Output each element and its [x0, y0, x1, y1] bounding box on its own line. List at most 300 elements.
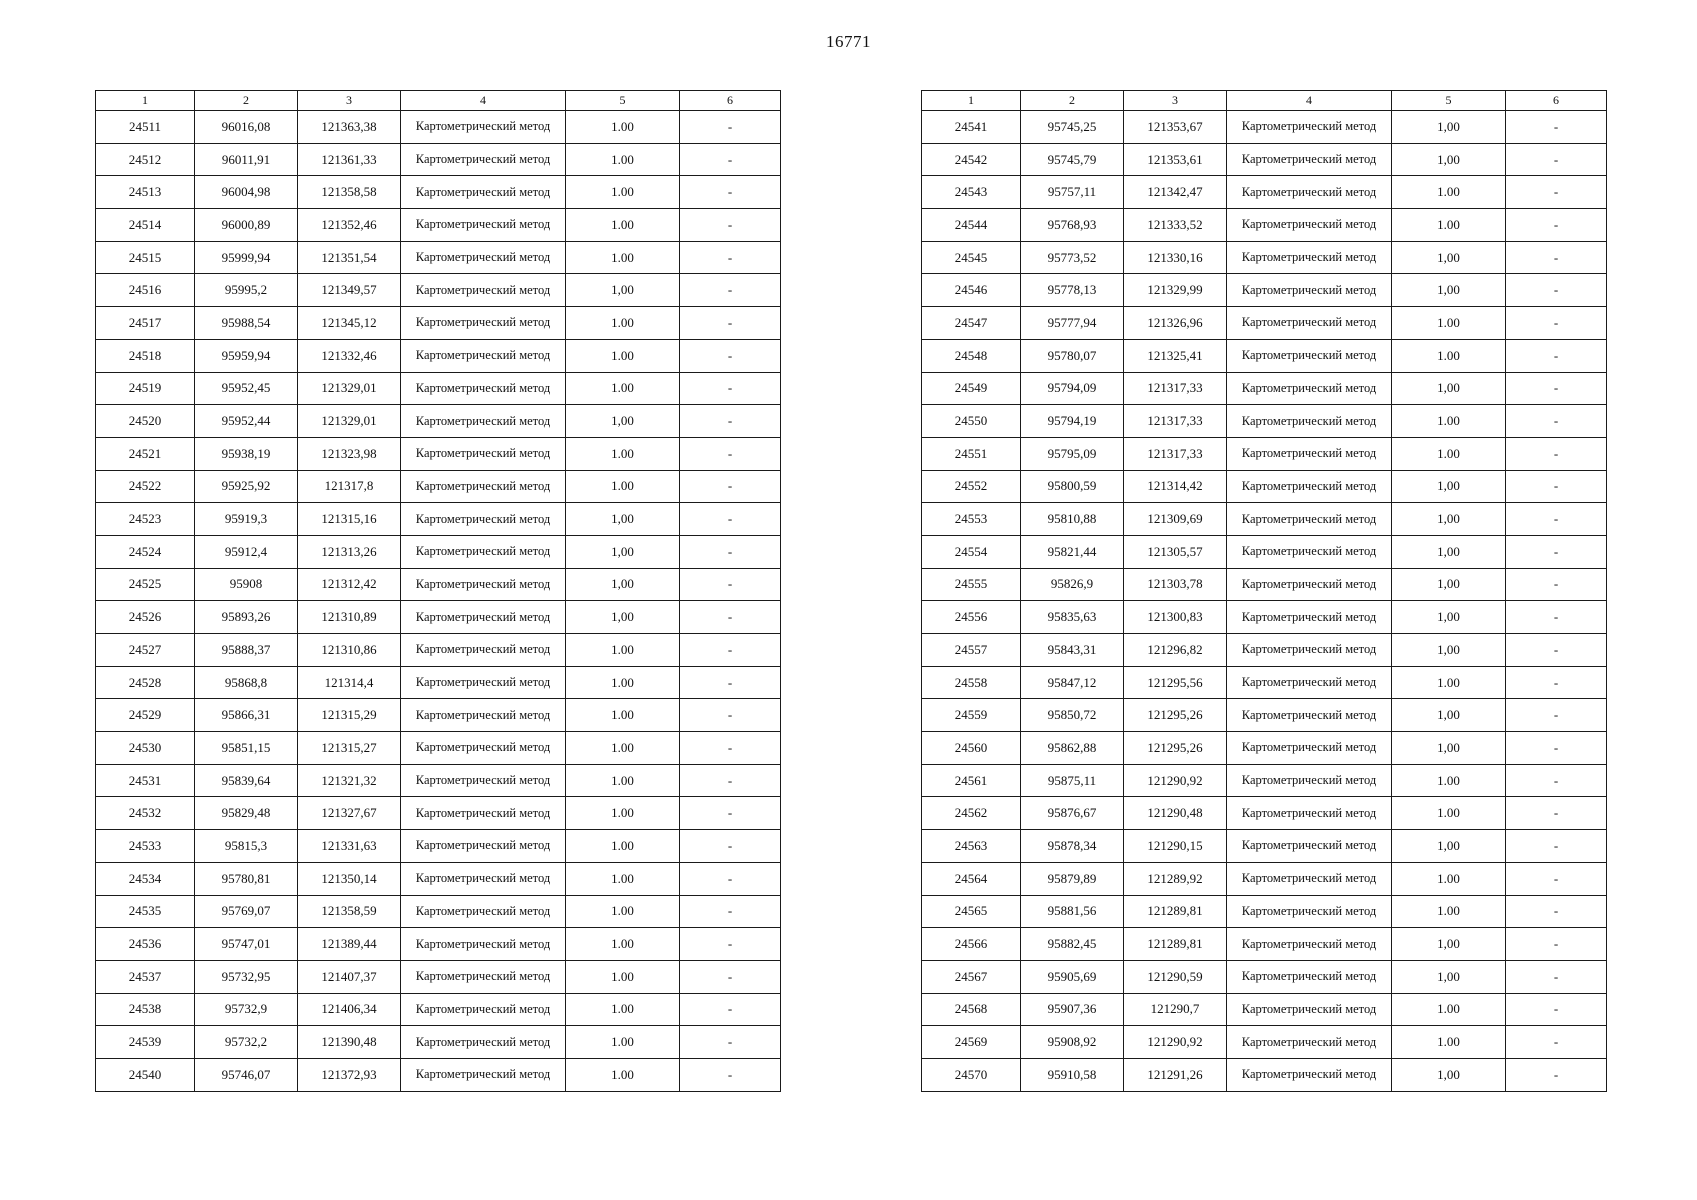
x-coordinate-cell: 95905,69 [1021, 960, 1124, 993]
point-number-cell: 24566 [922, 928, 1021, 961]
note-cell: - [680, 307, 781, 340]
table-row [96, 993, 781, 1026]
note-cell: - [680, 241, 781, 274]
table-row [922, 209, 1607, 242]
x-coordinate-cell: 95732,95 [195, 960, 298, 993]
point-number-cell: 24538 [96, 993, 195, 1026]
table-row [96, 666, 781, 699]
point-number-cell: 24563 [922, 830, 1021, 863]
table-row [96, 209, 781, 242]
column-header: 3 [298, 91, 401, 111]
x-coordinate-cell: 95815,3 [195, 830, 298, 863]
y-coordinate-cell: 121296,82 [1124, 634, 1227, 667]
table-row [922, 797, 1607, 830]
x-coordinate-cell: 96016,08 [195, 111, 298, 144]
note-cell: - [1506, 241, 1607, 274]
method-cell: Картометрический метод [1227, 960, 1392, 993]
accuracy-cell: 1,00 [1392, 568, 1506, 601]
method-cell: Картометрический метод [401, 437, 566, 470]
y-coordinate-cell: 121315,29 [298, 699, 401, 732]
x-coordinate-cell: 95866,31 [195, 699, 298, 732]
x-coordinate-cell: 95847,12 [1021, 666, 1124, 699]
y-coordinate-cell: 121345,12 [298, 307, 401, 340]
y-coordinate-cell: 121351,54 [298, 241, 401, 274]
table-row [922, 568, 1607, 601]
column-header: 3 [1124, 91, 1227, 111]
table-row [922, 143, 1607, 176]
note-cell: - [680, 568, 781, 601]
note-cell: - [680, 372, 781, 405]
table-row [96, 732, 781, 765]
x-coordinate-cell: 95757,11 [1021, 176, 1124, 209]
y-coordinate-cell: 121372,93 [298, 1058, 401, 1091]
accuracy-cell: 1.00 [566, 634, 680, 667]
y-coordinate-cell: 121406,34 [298, 993, 401, 1026]
accuracy-cell: 1,00 [1392, 274, 1506, 307]
accuracy-cell: 1,00 [1392, 634, 1506, 667]
x-coordinate-cell: 95910,58 [1021, 1058, 1124, 1091]
note-cell: - [1506, 1026, 1607, 1059]
y-coordinate-cell: 121317,33 [1124, 372, 1227, 405]
y-coordinate-cell: 121363,38 [298, 111, 401, 144]
note-cell: - [680, 111, 781, 144]
column-header: 2 [195, 91, 298, 111]
accuracy-cell: 1.00 [1392, 1026, 1506, 1059]
x-coordinate-cell: 95875,11 [1021, 764, 1124, 797]
accuracy-cell: 1.00 [566, 209, 680, 242]
point-number-cell: 24527 [96, 634, 195, 667]
accuracy-cell: 1.00 [566, 1026, 680, 1059]
note-cell: - [680, 339, 781, 372]
note-cell: - [1506, 209, 1607, 242]
note-cell: - [1506, 634, 1607, 667]
point-number-cell: 24570 [922, 1058, 1021, 1091]
point-number-cell: 24529 [96, 699, 195, 732]
method-cell: Картометрический метод [1227, 437, 1392, 470]
accuracy-cell: 1.00 [1392, 895, 1506, 928]
note-cell: - [1506, 568, 1607, 601]
method-cell: Картометрический метод [1227, 895, 1392, 928]
point-number-cell: 24562 [922, 797, 1021, 830]
table-row [922, 470, 1607, 503]
method-cell: Картометрический метод [401, 960, 566, 993]
accuracy-cell: 1.00 [566, 797, 680, 830]
method-cell: Картометрический метод [401, 274, 566, 307]
method-cell: Картометрический метод [401, 372, 566, 405]
table-header-row [96, 91, 781, 111]
accuracy-cell: 1.00 [1392, 764, 1506, 797]
y-coordinate-cell: 121390,48 [298, 1026, 401, 1059]
table-row [922, 764, 1607, 797]
y-coordinate-cell: 121329,01 [298, 405, 401, 438]
point-number-cell: 24532 [96, 797, 195, 830]
method-cell: Картометрический метод [1227, 634, 1392, 667]
y-coordinate-cell: 121291,26 [1124, 1058, 1227, 1091]
table-row [922, 437, 1607, 470]
table-row [96, 405, 781, 438]
x-coordinate-cell: 95810,88 [1021, 503, 1124, 536]
accuracy-cell: 1.00 [1392, 862, 1506, 895]
accuracy-cell: 1.00 [1392, 437, 1506, 470]
table-row [96, 862, 781, 895]
table-row [922, 862, 1607, 895]
method-cell: Картометрический метод [1227, 241, 1392, 274]
x-coordinate-cell: 95746,07 [195, 1058, 298, 1091]
table-row [96, 960, 781, 993]
y-coordinate-cell: 121315,16 [298, 503, 401, 536]
table-row [922, 601, 1607, 634]
method-cell: Картометрический метод [401, 568, 566, 601]
point-number-cell: 24567 [922, 960, 1021, 993]
x-coordinate-cell: 95868,8 [195, 666, 298, 699]
table-row [96, 372, 781, 405]
method-cell: Картометрический метод [1227, 993, 1392, 1026]
method-cell: Картометрический метод [1227, 274, 1392, 307]
note-cell: - [1506, 1058, 1607, 1091]
y-coordinate-cell: 121290,59 [1124, 960, 1227, 993]
method-cell: Картометрический метод [401, 307, 566, 340]
x-coordinate-cell: 95999,94 [195, 241, 298, 274]
y-coordinate-cell: 121325,41 [1124, 339, 1227, 372]
y-coordinate-cell: 121407,37 [298, 960, 401, 993]
note-cell: - [1506, 307, 1607, 340]
point-number-cell: 24533 [96, 830, 195, 863]
table-row [922, 111, 1607, 144]
note-cell: - [1506, 143, 1607, 176]
point-number-cell: 24542 [922, 143, 1021, 176]
accuracy-cell: 1.00 [566, 241, 680, 274]
accuracy-cell: 1.00 [1392, 405, 1506, 438]
point-number-cell: 24534 [96, 862, 195, 895]
table-row [96, 928, 781, 961]
table-row [922, 666, 1607, 699]
accuracy-cell: 1.00 [566, 339, 680, 372]
x-coordinate-cell: 95912,4 [195, 535, 298, 568]
accuracy-cell: 1,00 [1392, 503, 1506, 536]
x-coordinate-cell: 95851,15 [195, 732, 298, 765]
x-coordinate-cell: 95800,59 [1021, 470, 1124, 503]
table-row [922, 732, 1607, 765]
x-coordinate-cell: 95882,45 [1021, 928, 1124, 961]
method-cell: Картометрический метод [1227, 372, 1392, 405]
method-cell: Картометрический метод [401, 143, 566, 176]
page-number: 16771 [826, 32, 871, 51]
y-coordinate-cell: 121303,78 [1124, 568, 1227, 601]
x-coordinate-cell: 95768,93 [1021, 209, 1124, 242]
note-cell: - [1506, 895, 1607, 928]
table-row [96, 274, 781, 307]
method-cell: Картометрический метод [1227, 764, 1392, 797]
point-number-cell: 24516 [96, 274, 195, 307]
x-coordinate-cell: 95893,26 [195, 601, 298, 634]
y-coordinate-cell: 121331,63 [298, 830, 401, 863]
accuracy-cell: 1,00 [566, 405, 680, 438]
y-coordinate-cell: 121329,01 [298, 372, 401, 405]
accuracy-cell: 1,00 [1392, 143, 1506, 176]
accuracy-cell: 1,00 [1392, 470, 1506, 503]
accuracy-cell: 1,00 [1392, 928, 1506, 961]
note-cell: - [680, 666, 781, 699]
method-cell: Картометрический метод [1227, 176, 1392, 209]
accuracy-cell: 1.00 [1392, 993, 1506, 1026]
point-number-cell: 24561 [922, 764, 1021, 797]
y-coordinate-cell: 121289,81 [1124, 928, 1227, 961]
table-row [96, 568, 781, 601]
table-row [922, 1058, 1607, 1091]
table-body [922, 111, 1607, 1092]
y-coordinate-cell: 121290,92 [1124, 764, 1227, 797]
method-cell: Картометрический метод [401, 862, 566, 895]
note-cell: - [680, 176, 781, 209]
accuracy-cell: 1,00 [1392, 1058, 1506, 1091]
point-number-cell: 24544 [922, 209, 1021, 242]
table-row [922, 960, 1607, 993]
table-row [922, 830, 1607, 863]
y-coordinate-cell: 121317,33 [1124, 437, 1227, 470]
x-coordinate-cell: 95888,37 [195, 634, 298, 667]
y-coordinate-cell: 121389,44 [298, 928, 401, 961]
note-cell: - [680, 470, 781, 503]
x-coordinate-cell: 95995,2 [195, 274, 298, 307]
note-cell: - [680, 764, 781, 797]
column-header: 5 [566, 91, 680, 111]
x-coordinate-cell: 95773,52 [1021, 241, 1124, 274]
method-cell: Картометрический метод [1227, 568, 1392, 601]
x-coordinate-cell: 95821,44 [1021, 535, 1124, 568]
point-number-cell: 24521 [96, 437, 195, 470]
y-coordinate-cell: 121329,99 [1124, 274, 1227, 307]
accuracy-cell: 1.00 [566, 307, 680, 340]
table-row [922, 241, 1607, 274]
accuracy-cell: 1.00 [566, 666, 680, 699]
y-coordinate-cell: 121310,89 [298, 601, 401, 634]
accuracy-cell: 1,00 [1392, 601, 1506, 634]
y-coordinate-cell: 121353,67 [1124, 111, 1227, 144]
point-number-cell: 24560 [922, 732, 1021, 765]
x-coordinate-cell: 95938,19 [195, 437, 298, 470]
note-cell: - [680, 732, 781, 765]
note-cell: - [1506, 503, 1607, 536]
note-cell: - [680, 274, 781, 307]
point-number-cell: 24524 [96, 535, 195, 568]
table-row [922, 405, 1607, 438]
table-row [922, 503, 1607, 536]
note-cell: - [680, 601, 781, 634]
table-row [96, 111, 781, 144]
method-cell: Картометрический метод [1227, 862, 1392, 895]
point-number-cell: 24557 [922, 634, 1021, 667]
method-cell: Картометрический метод [401, 993, 566, 1026]
x-coordinate-cell: 95839,64 [195, 764, 298, 797]
y-coordinate-cell: 121312,42 [298, 568, 401, 601]
accuracy-cell: 1.00 [1392, 797, 1506, 830]
note-cell: - [1506, 437, 1607, 470]
point-number-cell: 24549 [922, 372, 1021, 405]
x-coordinate-cell: 96004,98 [195, 176, 298, 209]
table-row [922, 535, 1607, 568]
y-coordinate-cell: 121290,92 [1124, 1026, 1227, 1059]
note-cell: - [1506, 699, 1607, 732]
method-cell: Картометрический метод [401, 405, 566, 438]
method-cell: Картометрический метод [1227, 339, 1392, 372]
column-header: 1 [96, 91, 195, 111]
y-coordinate-cell: 121315,27 [298, 732, 401, 765]
method-cell: Картометрический метод [401, 176, 566, 209]
point-number-cell: 24541 [922, 111, 1021, 144]
y-coordinate-cell: 121361,33 [298, 143, 401, 176]
accuracy-cell: 1,00 [1392, 111, 1506, 144]
y-coordinate-cell: 121317,33 [1124, 405, 1227, 438]
y-coordinate-cell: 121349,57 [298, 274, 401, 307]
x-coordinate-cell: 95777,94 [1021, 307, 1124, 340]
table-row [96, 1058, 781, 1091]
method-cell: Картометрический метод [401, 535, 566, 568]
x-coordinate-cell: 95826,9 [1021, 568, 1124, 601]
note-cell: - [680, 862, 781, 895]
x-coordinate-cell: 96011,91 [195, 143, 298, 176]
point-number-cell: 24519 [96, 372, 195, 405]
table-row [922, 699, 1607, 732]
note-cell: - [680, 535, 781, 568]
method-cell: Картометрический метод [401, 241, 566, 274]
method-cell: Картометрический метод [1227, 143, 1392, 176]
point-number-cell: 24546 [922, 274, 1021, 307]
point-number-cell: 24525 [96, 568, 195, 601]
accuracy-cell: 1,00 [1392, 372, 1506, 405]
table-header-row [922, 91, 1607, 111]
note-cell: - [1506, 797, 1607, 830]
point-number-cell: 24559 [922, 699, 1021, 732]
y-coordinate-cell: 121352,46 [298, 209, 401, 242]
y-coordinate-cell: 121290,7 [1124, 993, 1227, 1026]
note-cell: - [1506, 666, 1607, 699]
note-cell: - [680, 1026, 781, 1059]
x-coordinate-cell: 95780,07 [1021, 339, 1124, 372]
note-cell: - [1506, 535, 1607, 568]
accuracy-cell: 1,00 [1392, 699, 1506, 732]
x-coordinate-cell: 95959,94 [195, 339, 298, 372]
table-row [922, 307, 1607, 340]
table-row [96, 764, 781, 797]
x-coordinate-cell: 95952,45 [195, 372, 298, 405]
table-row [96, 241, 781, 274]
method-cell: Картометрический метод [401, 634, 566, 667]
accuracy-cell: 1,00 [566, 274, 680, 307]
x-coordinate-cell: 95829,48 [195, 797, 298, 830]
note-cell: - [680, 699, 781, 732]
accuracy-cell: 1,00 [1392, 732, 1506, 765]
accuracy-cell: 1,00 [566, 568, 680, 601]
method-cell: Картометрический метод [1227, 601, 1392, 634]
point-number-cell: 24548 [922, 339, 1021, 372]
note-cell: - [680, 797, 781, 830]
x-coordinate-cell: 95835,63 [1021, 601, 1124, 634]
table-row [96, 176, 781, 209]
table-row [922, 1026, 1607, 1059]
y-coordinate-cell: 121295,26 [1124, 732, 1227, 765]
x-coordinate-cell: 95908,92 [1021, 1026, 1124, 1059]
y-coordinate-cell: 121313,26 [298, 535, 401, 568]
method-cell: Картометрический метод [1227, 797, 1392, 830]
table-row [96, 503, 781, 536]
x-coordinate-cell: 95850,72 [1021, 699, 1124, 732]
x-coordinate-cell: 95794,09 [1021, 372, 1124, 405]
point-number-cell: 24513 [96, 176, 195, 209]
method-cell: Картометрический метод [401, 601, 566, 634]
y-coordinate-cell: 121300,83 [1124, 601, 1227, 634]
note-cell: - [1506, 862, 1607, 895]
accuracy-cell: 1,00 [1392, 535, 1506, 568]
column-header: 4 [1227, 91, 1392, 111]
method-cell: Картометрический метод [1227, 699, 1392, 732]
table-row [922, 339, 1607, 372]
note-cell: - [1506, 764, 1607, 797]
y-coordinate-cell: 121323,98 [298, 437, 401, 470]
note-cell: - [1506, 928, 1607, 961]
accuracy-cell: 1.00 [566, 960, 680, 993]
y-coordinate-cell: 121289,81 [1124, 895, 1227, 928]
accuracy-cell: 1.00 [1392, 307, 1506, 340]
accuracy-cell: 1.00 [566, 143, 680, 176]
method-cell: Картометрический метод [401, 470, 566, 503]
point-number-cell: 24556 [922, 601, 1021, 634]
point-number-cell: 24537 [96, 960, 195, 993]
column-header: 6 [1506, 91, 1607, 111]
point-number-cell: 24565 [922, 895, 1021, 928]
y-coordinate-cell: 121327,67 [298, 797, 401, 830]
table-row [922, 176, 1607, 209]
y-coordinate-cell: 121290,15 [1124, 830, 1227, 863]
note-cell: - [1506, 732, 1607, 765]
x-coordinate-cell: 95952,44 [195, 405, 298, 438]
point-number-cell: 24555 [922, 568, 1021, 601]
point-number-cell: 24554 [922, 535, 1021, 568]
y-coordinate-cell: 121342,47 [1124, 176, 1227, 209]
table-row [922, 895, 1607, 928]
point-number-cell: 24515 [96, 241, 195, 274]
accuracy-cell: 1,00 [1392, 830, 1506, 863]
table-row [96, 895, 781, 928]
y-coordinate-cell: 121321,32 [298, 764, 401, 797]
table-row [96, 1026, 781, 1059]
point-number-cell: 24522 [96, 470, 195, 503]
method-cell: Картометрический метод [401, 797, 566, 830]
accuracy-cell: 1.00 [1392, 666, 1506, 699]
table-row [922, 372, 1607, 405]
table-row [96, 634, 781, 667]
point-number-cell: 24553 [922, 503, 1021, 536]
method-cell: Картометрический метод [1227, 111, 1392, 144]
point-number-cell: 24558 [922, 666, 1021, 699]
method-cell: Картометрический метод [401, 339, 566, 372]
accuracy-cell: 1.00 [1392, 339, 1506, 372]
y-coordinate-cell: 121314,4 [298, 666, 401, 699]
method-cell: Картометрический метод [1227, 1026, 1392, 1059]
method-cell: Картометрический метод [401, 1026, 566, 1059]
method-cell: Картометрический метод [1227, 928, 1392, 961]
point-number-cell: 24536 [96, 928, 195, 961]
column-header: 5 [1392, 91, 1506, 111]
accuracy-cell: 1,00 [566, 535, 680, 568]
method-cell: Картометрический метод [401, 1058, 566, 1091]
note-cell: - [680, 895, 781, 928]
x-coordinate-cell: 95769,07 [195, 895, 298, 928]
method-cell: Картометрический метод [1227, 830, 1392, 863]
y-coordinate-cell: 121330,16 [1124, 241, 1227, 274]
note-cell: - [680, 830, 781, 863]
accuracy-cell: 1.00 [566, 176, 680, 209]
point-number-cell: 24528 [96, 666, 195, 699]
